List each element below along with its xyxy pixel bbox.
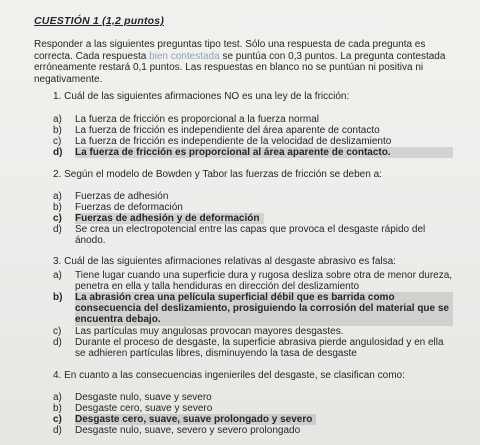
question-2: 2. Según el modelo de Bowden y Tabor las fuerzas de fricción se deben a: [53,169,382,180]
question-title: CUESTIÓN 1 (1,2 puntos) [34,15,165,27]
option-4d [53,425,453,436]
option-4b [53,403,453,414]
instructions-text-b: se puntúa con 0,3 puntos. La pregunta contestada erróneamente restará 0,1 puntos. Las respuestas en blanco no se puntúan ni positiva ni negativamente. [34,50,446,85]
option-2d [53,224,453,246]
instructions-paragraph [34,39,450,85]
option-letter: c) [53,326,62,337]
option-text: La fuerza de fricción es proporcional a la fuerza normal [75,114,320,125]
option-letter: c) [53,213,62,224]
question-4: 4. En cuanto a las consecuencias ingenieriles del desgaste, se clasifican como: [53,370,405,381]
option-text: Fuerzas de adhesión [75,191,169,202]
option-text: La fuerza de fricción es independiente de la velocidad de deslizamiento [75,136,392,147]
option-text: Desgaste cero, suave, suave prolongado y severo [75,414,316,425]
option-2b [53,202,453,213]
question-3: 3. Cuál de las siguientes afirmaciones relativas al desgaste abrasivo es falsa: [53,256,396,267]
option-letter: d) [53,425,62,436]
option-letter: d) [53,224,62,235]
option-4a [53,392,453,403]
option-1d-answer [53,147,453,158]
instructions-text-a: Responder a las siguientes preguntas tipo test. Sólo una respuesta de cada pregunta es correcta. Cada respuesta [34,39,426,62]
option-text: Durante el proceso de desgaste, la superficie abrasiva pierde angulosidad y en ella se adhieren partículas libres, disminuyendo la tasa de desgaste [75,337,444,360]
option-2c-answer [53,213,453,224]
option-4c-answer [53,414,453,425]
option-text: Fuerzas de deformación [75,202,183,213]
option-3d [53,337,453,359]
option-2a [53,191,453,202]
option-1a [53,114,453,125]
instructions-faded-text: bien contestada [149,50,220,62]
option-3c [53,326,453,337]
option-letter: a) [53,270,62,281]
option-text: Las partículas muy angulosas provocan mayores desgastes. [75,326,344,337]
option-text: Desgaste cero, suave y severo [75,403,213,414]
option-letter: b) [53,292,63,303]
option-text: Desgaste nulo, suave y severo [75,392,212,403]
option-letter: d) [53,147,63,158]
option-letter: a) [53,392,62,403]
option-letter: a) [53,191,62,202]
question-1: 1. Cuál de las siguientes afirmaciones NO es una ley de la fricción: [53,91,350,102]
option-letter: b) [53,125,62,136]
option-1c [53,136,453,147]
option-1b [53,125,453,136]
option-text: Tiene lugar cuando una superficie dura y rugosa desliza sobre otra de menor dureza, penetra en ella y talla hendiduras en dirección del deslizamiento [75,270,453,293]
option-3b-answer [53,292,453,326]
option-text: La abrasión crea una película superficial débil que es barrida como consecuencia del deslizamiento, prosiguiendo la corrosión del material que se encuentra debajo. [75,292,453,326]
option-text: Desgaste nulo, suave, severo y severo prolongado [75,425,301,436]
option-3a [53,270,453,292]
option-letter: b) [53,202,62,213]
option-letter: b) [53,403,62,414]
option-text: Fuerzas de adhesión y de deformación [75,213,264,224]
option-letter: c) [53,136,62,147]
option-text: Se crea un electropotencial entre las capas que provoca el desgaste rápido del ánodo. [75,224,426,247]
option-text: La fuerza de fricción es independiente del área aparente de contacto [75,125,380,136]
option-letter: c) [53,414,62,425]
option-letter: a) [53,114,62,125]
option-text: La fuerza de fricción es proporcional al área aparente de contacto. [75,147,453,158]
option-letter: d) [53,337,62,348]
